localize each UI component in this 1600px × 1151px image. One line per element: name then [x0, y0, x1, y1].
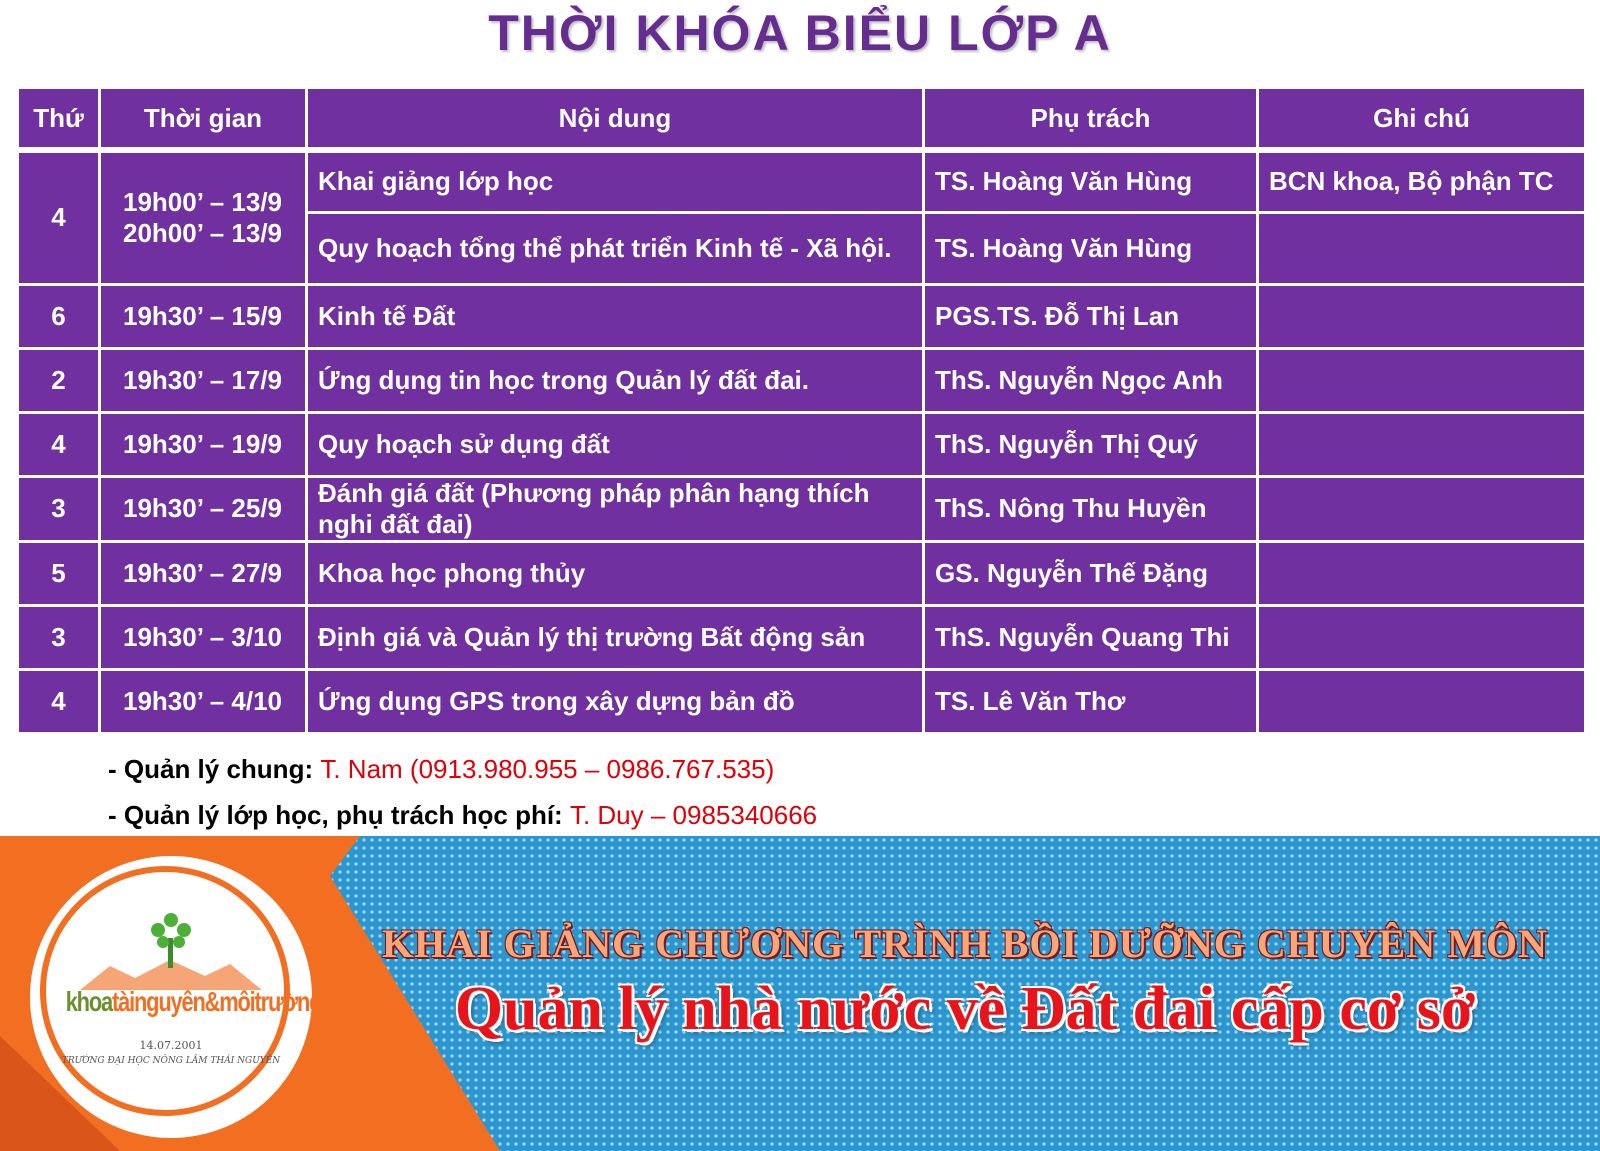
time-cell: 19h30’ – 17/9	[100, 348, 307, 412]
logo-word-part2: tàinguyên&môitrường	[112, 986, 322, 1017]
content-cell: Đánh giá đất (Phương pháp phân hạng thích nghi đất đai)	[307, 476, 924, 541]
content-cell: Ứng dụng tin học trong Quản lý đất đai.	[307, 348, 924, 412]
time-cell: 19h30’ – 4/10	[100, 669, 307, 733]
person-cell: GS. Nguyễn Thế Đặng	[924, 541, 1258, 605]
note-cell	[1258, 669, 1586, 733]
person-cell: ThS. Nông Thu Huyền	[924, 476, 1258, 541]
table-row	[18, 412, 1586, 476]
table-row	[18, 348, 1586, 412]
contact-label: - Quản lý lớp học, phụ trách học phí:	[108, 800, 570, 830]
logo-word-part1: khoa	[65, 986, 113, 1017]
note-cell: BCN khoa, Bộ phận TC	[1258, 150, 1586, 212]
time-line: 20h00’ – 13/9	[123, 217, 283, 248]
person-cell: TS. Hoàng Văn Hùng	[924, 150, 1258, 212]
content-cell: Khoa học phong thủy	[307, 541, 924, 605]
contact-label: - Quản lý chung:	[108, 754, 321, 784]
time-cell: 19h30’ – 15/9	[100, 284, 307, 348]
person-cell: PGS.TS. Đỗ Thị Lan	[924, 284, 1258, 348]
person-cell: TS. Lê Văn Thơ	[924, 669, 1258, 733]
header-content: Nội dung	[307, 88, 924, 151]
table-row	[18, 150, 1586, 212]
content-cell: Định giá và Quản lý thị trường Bất động sản	[307, 605, 924, 669]
note-cell	[1258, 541, 1586, 605]
time-cell: 19h30’ – 3/10	[100, 605, 307, 669]
header-time: Thời gian	[100, 88, 307, 151]
note-cell	[1258, 284, 1586, 348]
table-row	[18, 669, 1586, 733]
day-cell: 4	[18, 669, 100, 733]
table-row	[18, 284, 1586, 348]
logo-arc-text: TRƯỜNG ĐẠI HỌC NÔNG LÂM THÁI NGUYÊN	[61, 1056, 281, 1066]
schedule-table	[16, 86, 1587, 735]
content-cell: Quy hoạch sử dụng đất	[307, 412, 924, 476]
header-person: Phụ trách	[924, 88, 1258, 151]
table-header-row	[18, 88, 1586, 151]
day-cell: 5	[18, 541, 100, 605]
note-cell	[1258, 412, 1586, 476]
header-note: Ghi chú	[1258, 88, 1586, 151]
logo-date: 14.07.2001	[139, 1039, 203, 1052]
note-cell	[1258, 212, 1586, 284]
time-cell: 19h30’ – 19/9	[100, 412, 307, 476]
contact-notes	[108, 746, 817, 838]
contact-line-class	[108, 792, 817, 838]
time-cell	[100, 150, 307, 284]
note-cell	[1258, 605, 1586, 669]
contact-line-general	[108, 746, 817, 792]
banner-heading: KHAI GIẢNG CHƯƠNG TRÌNH BỒI DƯỠNG CHUYÊN MÔN	[382, 921, 1548, 966]
day-cell: 3	[18, 476, 100, 541]
person-cell: ThS. Nguyễn Thị Quý	[924, 412, 1258, 476]
contact-value: T. Duy – 0985340666	[569, 800, 818, 830]
day-cell: 2	[18, 348, 100, 412]
logo-wordmark	[65, 986, 322, 1018]
table-row	[18, 476, 1586, 541]
promo-banner	[0, 836, 1600, 1151]
page-title: THỜI KHÓA BIỂU LỚP A	[488, 5, 1112, 61]
note-cell	[1258, 348, 1586, 412]
table-row	[18, 605, 1586, 669]
day-cell: 4	[18, 412, 100, 476]
time-cell: 19h30’ – 27/9	[100, 541, 307, 605]
person-cell: ThS. Nguyễn Quang Thi	[924, 605, 1258, 669]
faculty-logo	[30, 856, 322, 1138]
time-cell: 19h30’ – 25/9	[100, 476, 307, 541]
content-cell: Ứng dụng GPS trong xây dựng bản đồ	[307, 669, 924, 733]
day-cell: 3	[18, 605, 100, 669]
content-cell: Kinh tế Đất	[307, 284, 924, 348]
person-cell: ThS. Nguyễn Ngọc Anh	[924, 348, 1258, 412]
person-cell: TS. Hoàng Văn Hùng	[924, 212, 1258, 284]
content-cell: Quy hoạch tổng thể phát triển Kinh tế - Xã hội.	[307, 212, 924, 284]
contact-value: T. Nam (0913.980.955 – 0986.767.535)	[320, 754, 775, 784]
day-cell: 6	[18, 284, 100, 348]
banner-course-title: Quản lý nhà nước về Đất đai cấp cơ sở	[454, 975, 1476, 1043]
tree-icon	[146, 908, 196, 970]
content-cell: Khai giảng lớp học	[307, 150, 924, 212]
note-cell	[1258, 476, 1586, 541]
time-line: 19h00’ – 13/9	[123, 186, 283, 217]
table-row	[18, 541, 1586, 605]
header-day: Thứ	[18, 88, 100, 151]
day-cell: 4	[18, 150, 100, 284]
